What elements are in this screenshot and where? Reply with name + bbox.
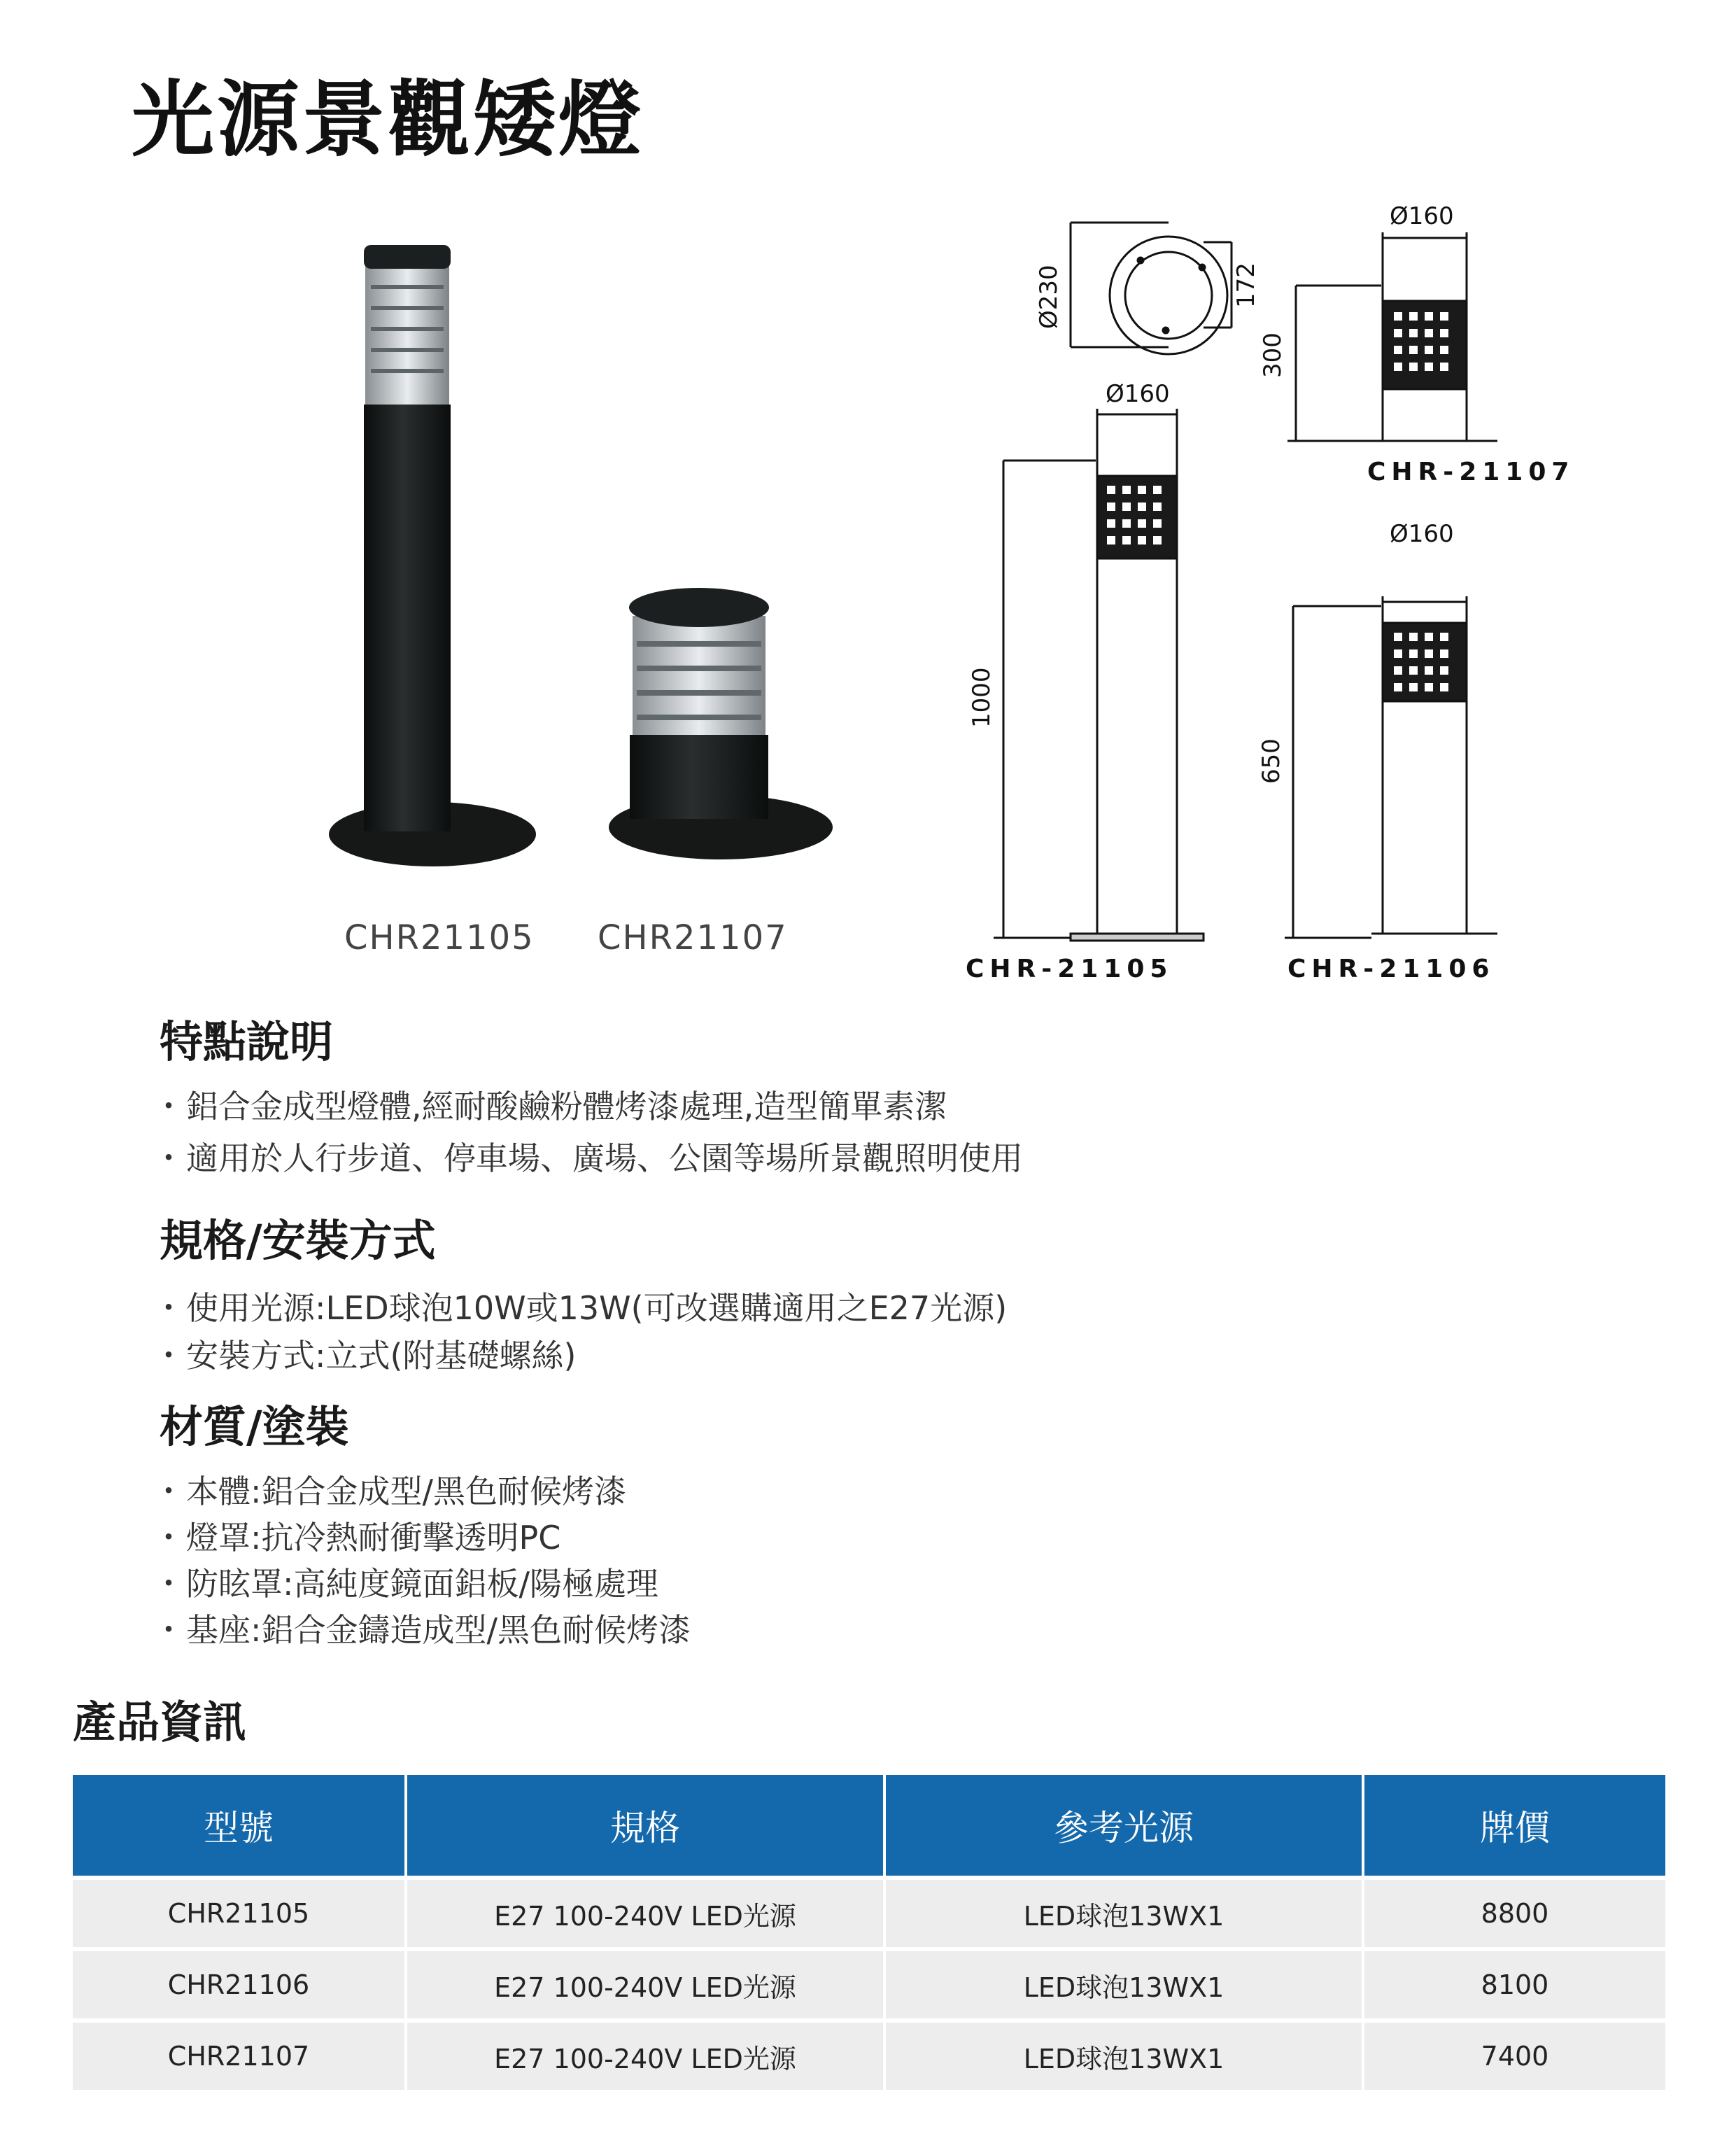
cell-light-source: LED球泡13WX1: [884, 1878, 1363, 1949]
table-header-row: [73, 1775, 1665, 1878]
side-view-chr21105: [994, 409, 1204, 941]
top-view-drawing: [1071, 223, 1232, 354]
product-info-table: [73, 1775, 1665, 2090]
side-view-chr21106: [1285, 596, 1497, 938]
cell-model: CHR21107: [73, 2021, 406, 2090]
cell-spec: E27 100-240V LED光源: [406, 2021, 884, 2090]
header-model: 型號: [73, 1775, 406, 1878]
bollard-tall-photo: [329, 245, 536, 866]
dim-top-d230: Ø230: [1035, 265, 1063, 329]
bullet-text: 鋁合金成型燈體,經耐酸鹼粉體烤漆處理,造型簡單素潔: [186, 1088, 947, 1125]
cell-price: 7400: [1363, 2021, 1665, 2090]
label-chr-21106: CHR-21106: [1287, 955, 1495, 983]
side-view-chr21107: [1287, 232, 1497, 441]
bullet-dot: ・: [153, 1473, 185, 1510]
bullet-dot: ・: [153, 1337, 185, 1375]
material-bullet-4: [153, 1611, 691, 1649]
spec-bullet-2: [153, 1337, 577, 1375]
bullet-text: 防眩罩:高純度鏡面鋁板/陽極處理: [186, 1565, 658, 1603]
material-bullet-3: [153, 1565, 658, 1603]
bollard-short-photo: [609, 588, 833, 859]
dim-21105-diameter: Ø160: [1106, 380, 1170, 408]
product-photos: [329, 245, 847, 875]
material-bullet-1: [153, 1475, 626, 1508]
cell-spec: E27 100-240V LED光源: [406, 1949, 884, 2021]
label-chr-21107: CHR-21107: [1367, 458, 1575, 486]
bullet-dot: ・: [153, 1139, 185, 1177]
section-heading-features: 特點說明: [160, 1016, 334, 1067]
bullet-text: 本體:鋁合金成型/黑色耐候烤漆: [186, 1473, 626, 1510]
bullet-dot: ・: [153, 1611, 185, 1649]
header-price: 牌價: [1363, 1775, 1665, 1878]
bullet-dot: ・: [153, 1289, 185, 1327]
table-row: [73, 2021, 1665, 2090]
table-row: [73, 1878, 1665, 1949]
technical-drawings: [966, 196, 1575, 987]
bullet-text: 安裝方式:立式(附基礎螺絲): [186, 1337, 577, 1375]
label-chr-21105: CHR-21105: [966, 955, 1173, 983]
bullet-dot: ・: [153, 1565, 185, 1603]
page-title: 光源景觀矮燈: [132, 71, 644, 168]
table-row: [73, 1949, 1665, 2021]
section-heading-material: 材質/塗裝: [160, 1401, 349, 1452]
bullet-text: 使用光源:LED球泡10W或13W(可改選購適用之E27光源): [186, 1289, 1008, 1327]
dim-21107-diameter: Ø160: [1390, 202, 1454, 230]
header-light-source: 參考光源: [884, 1775, 1363, 1878]
feature-bullet-1: [153, 1090, 947, 1123]
bullet-dot: ・: [153, 1519, 185, 1557]
bullet-text: 基座:鋁合金鑄造成型/黑色耐候烤漆: [186, 1611, 691, 1649]
product-label-chr21105: CHR21105: [344, 918, 535, 957]
bullet-dot: ・: [153, 1088, 185, 1125]
cell-price: 8100: [1363, 1949, 1665, 2021]
dim-21105-height: 1000: [968, 667, 996, 728]
feature-bullet-2: [153, 1139, 1023, 1177]
spec-bullet-1: [153, 1289, 1008, 1327]
cell-light-source: LED球泡13WX1: [884, 1949, 1363, 2021]
product-label-chr21107: CHR21107: [598, 918, 788, 957]
cell-spec: E27 100-240V LED光源: [406, 1878, 884, 1949]
cell-light-source: LED球泡13WX1: [884, 2021, 1363, 2090]
cell-model: CHR21105: [73, 1878, 406, 1949]
header-spec: 規格: [406, 1775, 884, 1878]
material-bullet-2: [153, 1519, 561, 1557]
cell-model: CHR21106: [73, 1949, 406, 2021]
bullet-text: 適用於人行步道、停車場、廣場、公園等場所景觀照明使用: [186, 1139, 1023, 1177]
dim-21106-diameter: Ø160: [1390, 520, 1454, 548]
dim-21107-height: 300: [1259, 332, 1287, 378]
dim-top-172: 172: [1232, 262, 1260, 308]
product-info-title: 產品資訊: [73, 1696, 247, 1748]
bullet-text: 燈罩:抗冷熱耐衝擊透明PC: [186, 1519, 561, 1557]
section-heading-spec: 規格/安裝方式: [160, 1215, 436, 1266]
cell-price: 8800: [1363, 1878, 1665, 1949]
dim-21106-height: 650: [1257, 738, 1285, 784]
